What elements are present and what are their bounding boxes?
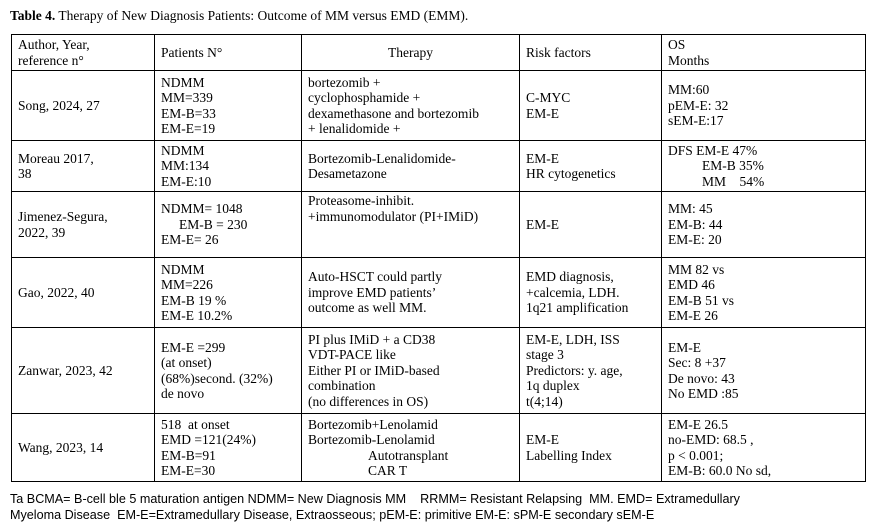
- cell-patients: NDMM MM:134 EM-E:10: [155, 141, 302, 192]
- table-row: [12, 328, 866, 414]
- header-therapy: Therapy: [302, 35, 520, 71]
- cell-author: Wang, 2023, 14: [12, 414, 155, 482]
- footnote-line: Ta BCMA= B-cell ble 5 maturation antigen NDMM= New Diagnosis MM RRMM= Resistant Relapsing MM. EMD= Extramedullary: [10, 492, 740, 506]
- table-row: [12, 414, 866, 482]
- header-os: OS Months: [662, 35, 866, 71]
- table-row: [12, 71, 866, 141]
- cell-author: Zanwar, 2023, 42: [12, 328, 155, 414]
- header-risk-factors: Risk factors: [520, 35, 662, 71]
- cell-risk-factors: C-MYC EM-E: [520, 71, 662, 141]
- cell-os: MM: 45 EM-B: 44 EM-E: 20: [662, 192, 866, 258]
- caption-label: Table 4.: [10, 8, 56, 23]
- cell-therapy: Auto-HSCT could partly improve EMD patients’ outcome as well MM.: [302, 258, 520, 328]
- table-footnote: [10, 491, 862, 523]
- cell-author: Gao, 2022, 40: [12, 258, 155, 328]
- table-row: [12, 258, 866, 328]
- header-author: Author, Year, reference n°: [12, 35, 155, 71]
- cell-os: DFS EM-E 47% EM-B 35% MM 54%: [662, 141, 866, 192]
- cell-therapy: PI plus IMiD + a CD38 VDT-PACE like Either PI or IMiD-based combination (no differences in OS): [302, 328, 520, 414]
- cell-risk-factors: EM-E, LDH, ISS stage 3 Predictors: y. age, 1q duplex t(4;14): [520, 328, 662, 414]
- table-row: [12, 141, 866, 192]
- cell-therapy: Bortezomib-Lenalidomide- Desametazone: [302, 141, 520, 192]
- cell-author: Moreau 2017, 38: [12, 141, 155, 192]
- cell-os: EM-E 26.5 no-EMD: 68.5 , p < 0.001; EM-B: 60.0 No sd,: [662, 414, 866, 482]
- cell-risk-factors: EM-E Labelling Index: [520, 414, 662, 482]
- caption-text: Therapy of New Diagnosis Patients: Outcome of MM versus EMD (EMM).: [55, 8, 469, 23]
- cell-os: MM:60 pEM-E: 32 sEM-E:17: [662, 71, 866, 141]
- therapy-outcome-table: [11, 34, 866, 482]
- cell-risk-factors: EM-E: [520, 192, 662, 258]
- cell-therapy: Bortezomib+Lenolamid Bortezomib-Lenolamid Autotransplant CAR T: [302, 414, 520, 482]
- cell-risk-factors: EM-E HR cytogenetics: [520, 141, 662, 192]
- cell-author: Jimenez-Segura, 2022, 39: [12, 192, 155, 258]
- cell-risk-factors: EMD diagnosis, +calcemia, LDH. 1q21 amplification: [520, 258, 662, 328]
- cell-os: EM-E Sec: 8 +37 De novo: 43 No EMD :85: [662, 328, 866, 414]
- cell-patients: 518 at onset EMD =121(24%) EM-B=91 EM-E=30: [155, 414, 302, 482]
- footnote-line: Myeloma Disease EM-E=Extramedullary Disease, Extraosseous; pEM-E: primitive EM-E: sPM-E secondary sEM-E: [10, 508, 655, 522]
- cell-patients: NDMM MM=226 EM-B 19 % EM-E 10.2%: [155, 258, 302, 328]
- table-row: [12, 192, 866, 258]
- table-caption: [10, 8, 468, 24]
- cell-patients: NDMM= 1048 EM-B = 230 EM-E= 26: [155, 192, 302, 258]
- cell-os: MM 82 vs EMD 46 EM-B 51 vs EM-E 26: [662, 258, 866, 328]
- cell-patients: NDMM MM=339 EM-B=33 EM-E=19: [155, 71, 302, 141]
- cell-patients: EM-E =299 (at onset) (68%)second. (32%) de novo: [155, 328, 302, 414]
- cell-therapy: bortezomib + cyclophosphamide + dexamethasone and bortezomib + lenalidomide +: [302, 71, 520, 141]
- header-row: [12, 35, 866, 71]
- header-patients: Patients N°: [155, 35, 302, 71]
- cell-author: Song, 2024, 27: [12, 71, 155, 141]
- cell-therapy: Proteasome-inhibit. +immunomodulator (PI+IMiD): [302, 192, 520, 258]
